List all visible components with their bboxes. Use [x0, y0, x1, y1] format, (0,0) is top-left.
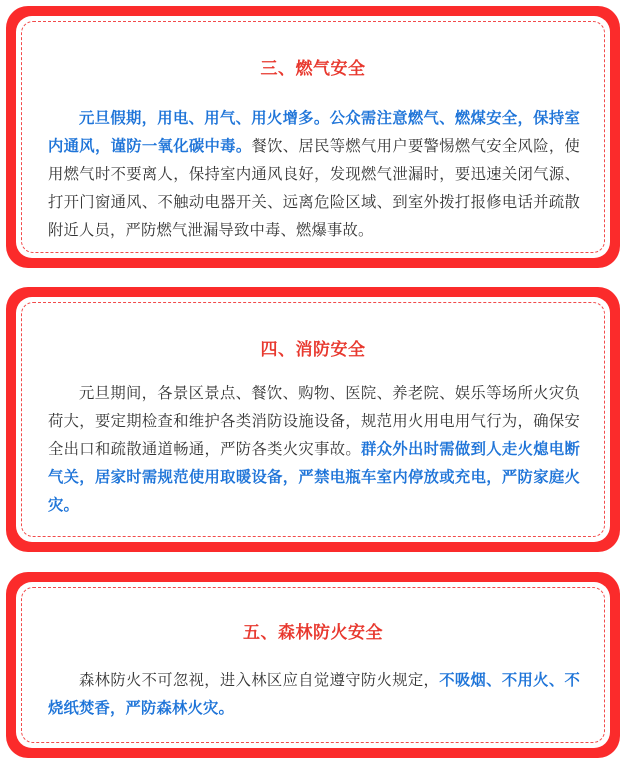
body-text: 森林防火不可忽视，进入林区应自觉遵守防火规定，: [79, 671, 440, 689]
section-title: 三、燃气安全: [260, 59, 366, 79]
section-card-gas: [6, 6, 620, 268]
section-paragraph: [48, 666, 580, 722]
section-paragraph: [48, 379, 580, 519]
highlight-text: 不吸烟、不用火、不烧纸焚香，严防森林火灾。: [48, 671, 580, 717]
body-text: 餐饮、居民等燃气用户要警惕燃气安全风险，使用燃气时不要离人，保持室内通风良好，发现燃气泄漏时，要迅速关闭气源、打开门窗通风、不触动电器开关、远离危险区域、到室外拨打报修电话并疏散附近人员，严防燃气泄漏导致中毒、燃爆事故。: [48, 137, 580, 239]
section-title: 四、消防安全: [260, 340, 366, 360]
body-text: 元旦期间，各景区景点、餐饮、购物、医院、养老院、娱乐等场所火灾负荷大，要定期检查和维护各类消防设施设备，规范用火用电用气行为，确保安全出口和疏散通道畅通，严防各类火灾事故。: [48, 384, 580, 458]
section-paragraph: [48, 104, 580, 244]
section-card-forest: [6, 572, 620, 758]
section-card-fire: [6, 287, 620, 552]
section-card-inner: [16, 16, 610, 258]
highlight-text: 元旦假期，用电、用气、用火增多。公众需注意燃气、燃煤安全，保持室内通风，谨防一氧化碳中毒。: [48, 109, 580, 155]
section-card-inner: [16, 297, 610, 542]
section-title: 五、森林防火安全: [243, 623, 383, 643]
highlight-text: 群众外出时需做到人走火熄电断气关，居家时需规范使用取暖设备，严禁电瓶车室内停放或充电，严防家庭火灾。: [48, 440, 580, 514]
section-card-inner: [16, 582, 610, 748]
